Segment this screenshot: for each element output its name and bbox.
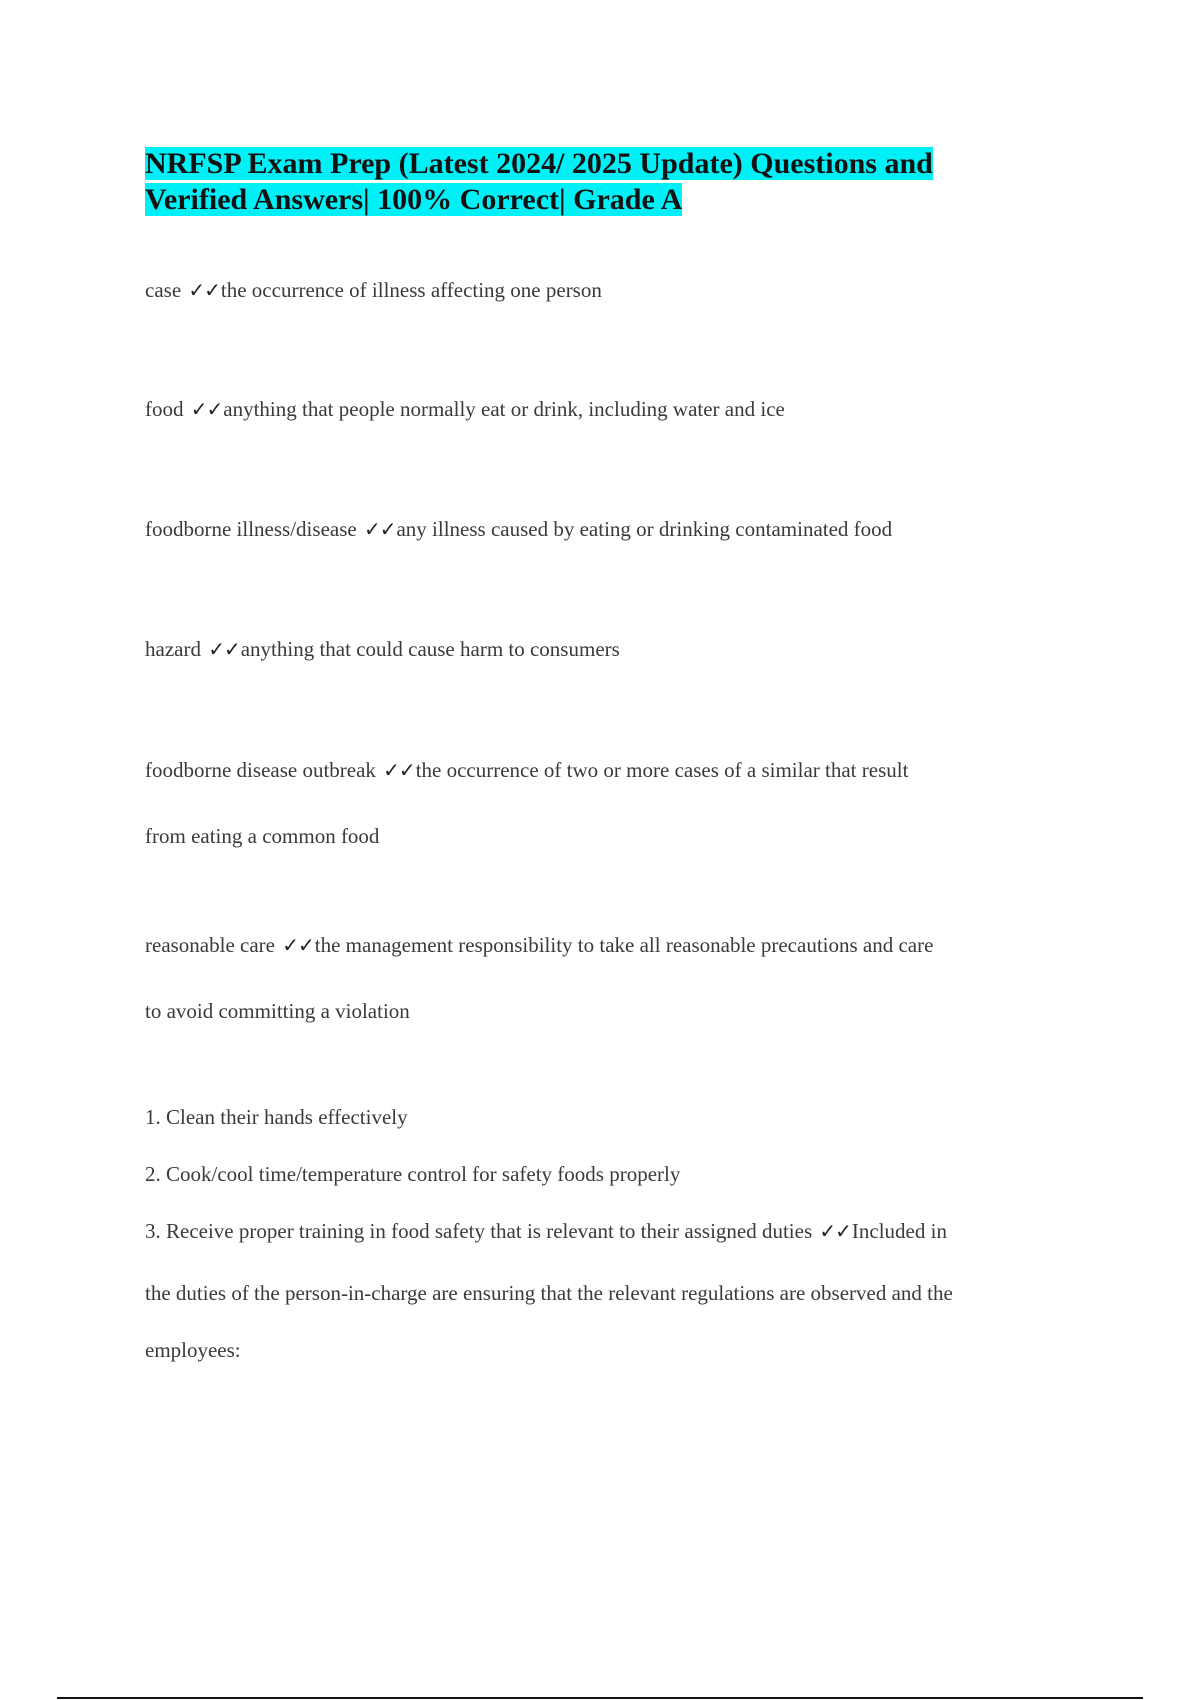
title-line-2: Verified Answers| 100% Correct| Grade A (145, 183, 683, 216)
entry-definition-continued: the duties of the person-in-charge are ensuring that the relevant regulations are observed and the (145, 1281, 953, 1305)
entry-definition-continued: employees: (145, 1338, 241, 1362)
double-check-icon: ✓✓ (819, 1219, 851, 1243)
entry-term: case (145, 278, 182, 302)
entry-definition: any illness caused by eating or drinking contaminated food (396, 517, 893, 541)
entry-term: foodborne disease outbreak (145, 758, 376, 782)
entry-term: reasonable care (145, 933, 275, 957)
double-check-icon: ✓✓ (190, 397, 223, 421)
double-check-icon: ✓✓ (383, 758, 415, 782)
entry-definition: the management responsibility to take all reasonable precautions and care (314, 933, 934, 957)
flashcard-entry (145, 759, 1075, 847)
flashcard-entry (145, 279, 1075, 301)
list-item-1: 1. Clean their hands effectively (145, 1105, 408, 1129)
flashcard-entry (145, 518, 1075, 540)
footer-divider (57, 1697, 1143, 1699)
entry-definition: anything that people normally eat or drink, including water and ice (223, 397, 785, 421)
document-title (145, 146, 1075, 218)
double-check-icon: ✓✓ (282, 933, 314, 957)
title-line-1: NRFSP Exam Prep (Latest 2024/ 2025 Update) Questions and (145, 147, 933, 180)
entry-term: hazard (145, 637, 201, 661)
double-check-icon: ✓✓ (188, 278, 220, 302)
flashcard-entry (145, 934, 1075, 1022)
entry-definition: the occurrence of two or more cases of a similar that result (415, 758, 909, 782)
flashcard-list-entry (145, 1106, 1075, 1361)
flashcard-entry (145, 398, 1075, 420)
entry-term: foodborne illness/disease (145, 517, 357, 541)
list-item-3: 3. Receive proper training in food safety that is relevant to their assigned duties (145, 1219, 813, 1243)
entry-definition: Included in (851, 1219, 947, 1243)
entry-definition: the occurrence of illness affecting one person (220, 278, 602, 302)
entry-definition: anything that could cause harm to consumers (240, 637, 620, 661)
entry-definition-continued: from eating a common food (145, 824, 380, 848)
entry-definition-continued: to avoid committing a violation (145, 999, 410, 1023)
list-item-2: 2. Cook/cool time/temperature control for safety foods properly (145, 1162, 681, 1186)
double-check-icon: ✓✓ (208, 637, 240, 661)
double-check-icon: ✓✓ (363, 517, 396, 541)
flashcard-entry (145, 638, 1075, 660)
entry-term: food (145, 397, 184, 421)
